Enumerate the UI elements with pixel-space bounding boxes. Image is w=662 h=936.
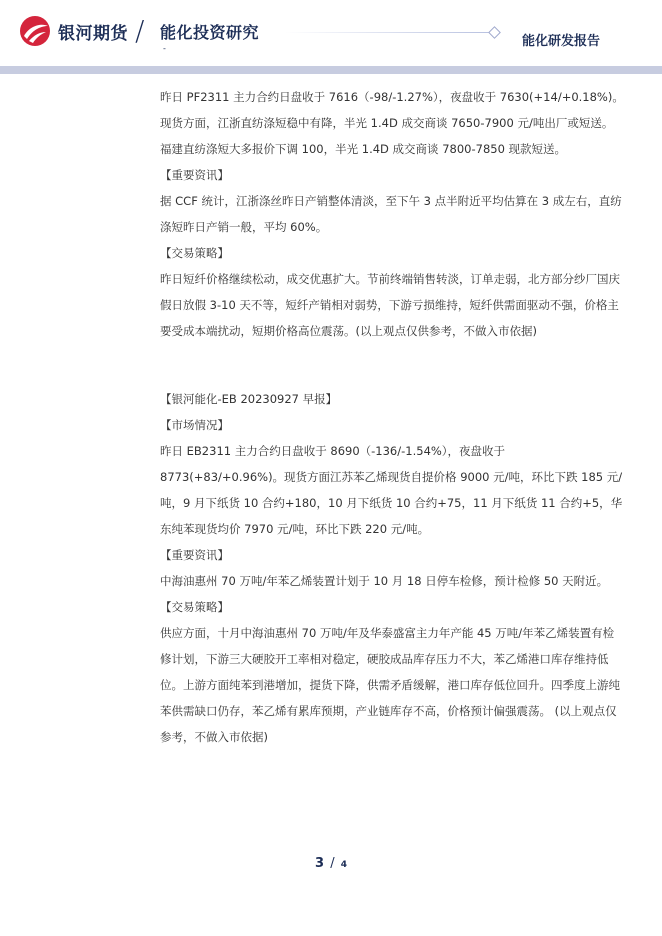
diamond-icon: [488, 26, 501, 39]
eb-market-heading: 【市场情况】: [160, 418, 229, 432]
header-band: [0, 66, 662, 74]
pf-news-paragraph: 据 CCF 统计，江浙涤丝昨日产销整体清淡，至下午 3 点半附近平均估算在 3 成左右，直纺涤短昨日产销一般，平均 60%。: [160, 194, 622, 234]
report-type-label: 能化研发报告: [522, 34, 601, 49]
report-body: [160, 84, 624, 750]
header-tick: -: [163, 44, 166, 53]
header-divider: /: [135, 14, 145, 47]
brand-name: 银河期货: [58, 24, 128, 44]
header-decor-line: [285, 32, 491, 33]
current-page: 3: [315, 856, 325, 871]
section-gap: [160, 344, 624, 386]
page-separator: /: [330, 856, 335, 871]
eb-news-heading: 【重要资讯】: [160, 548, 229, 562]
header-subtitle: 能化投资研究: [160, 23, 260, 42]
total-pages: 4: [340, 860, 347, 870]
pf-news-heading: 【重要资讯】: [160, 168, 229, 182]
eb-strategy-heading: 【交易策略】: [160, 600, 229, 614]
page-number: [0, 856, 662, 871]
galaxy-logo-icon: [18, 15, 52, 47]
pf-market-paragraph: 昨日 PF2311 主力合约日盘收于 7616（-98/-1.27%），夜盘收于 7630(+14/+0.18%)。现货方面，江浙直纺涤短稳中有降，半光 1.4D 成交商谈 7650-7900 元/吨出厂或短送。福建直纺涤短大多报价下调 100，半光 1.4D 成交商谈 7800-7850 现款短送。: [160, 90, 624, 156]
pf-strategy-paragraph: 昨日短纤价格继续松动，成交优惠扩大。节前终端销售转淡，订单走弱，北方部分纱厂国庆假日放假 3-10 天不等，短纤产销相对弱势，下游亏损维持，短纤供需面驱动不强，价格主要受成本端扰动，短期价格高位震荡。(以上观点仅供参考，不做入市依据): [160, 272, 620, 338]
eb-strategy-paragraph: 供应方面，十月中海油惠州 70 万吨/年及华泰盛富主力年产能 45 万吨/年苯乙烯装置有检修计划，下游三大硬胶开工率相对稳定，硬胶成品库存压力不大，苯乙烯港口库存维持低位。上游方面纯苯到港增加，提货下降，供需矛盾缓解，港口库存低位回升。四季度上游纯苯供需缺口仍存，苯乙烯有累库预期，产业链库存不高，价格预计偏强震荡。 (以上观点仅参考，不做入市依据): [160, 626, 620, 744]
pf-strategy-heading: 【交易策略】: [160, 246, 229, 260]
eb-report-title: 【银河能化-EB 20230927 早报】: [160, 392, 338, 406]
eb-market-paragraph: 昨日 EB2311 主力合约日盘收于 8690（-136/-1.54%），夜盘收于 8773(+83/+0.96%)。现货方面江苏苯乙烯现货自提价格 9000 元/吨，环比下跌 185 元/吨，9 月下纸货 10 合约+180，10 月下纸货 10 合约+75，11 月下纸货 11 合约+5，华东纯苯现货均价 7970 元/吨，环比下跌 220 元/吨。: [160, 444, 623, 536]
eb-news-paragraph: 中海油惠州 70 万吨/年苯乙烯装置计划于 10 月 18 日停车检修，预计检修 50 天附近。: [160, 574, 609, 588]
page-header: [0, 0, 662, 66]
